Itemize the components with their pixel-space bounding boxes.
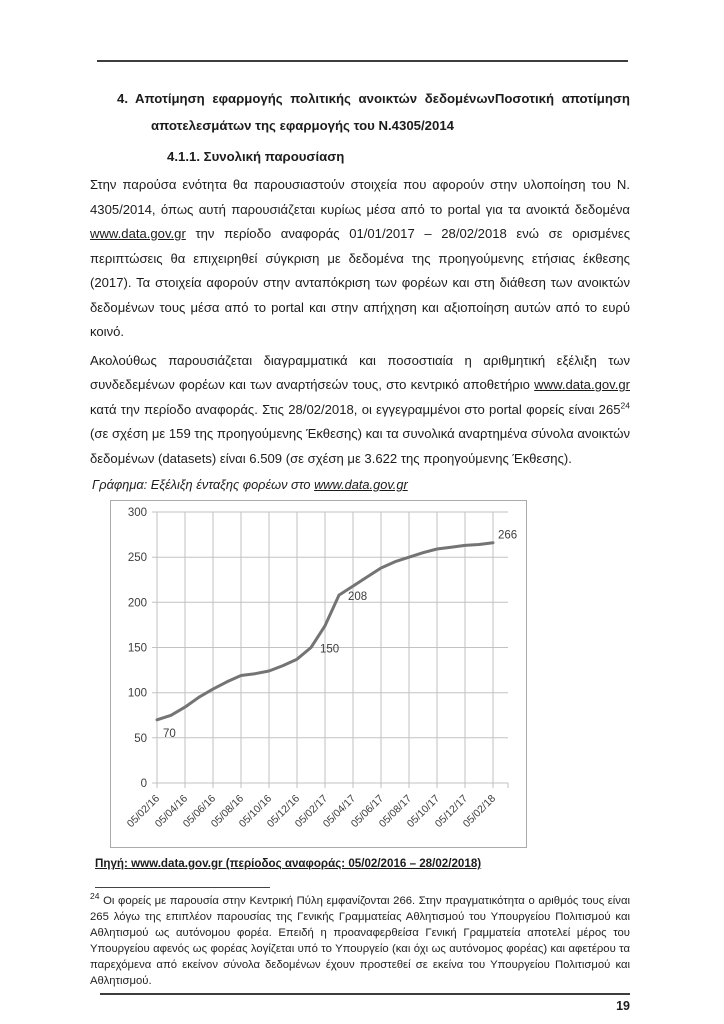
section-heading-line1 [117,85,630,112]
svg-text:200: 200 [127,597,147,610]
chart-caption [92,476,630,494]
section-heading-line2: αποτελεσμάτων της εφαρμογής του Ν.4305/2014 [151,118,455,133]
paragraph-1 [90,173,630,345]
page-number: 19 [616,999,630,1013]
svg-text:300: 300 [127,507,147,519]
paragraph-2-text-after: (σε σχέση με 159 της προηγούμενης Έκθεσης) και τα συνολικά αναρτημένα σύνολα ανοικτών δεδομένων (datasets) είναι 6.509 (σε σχέση με 3.622 της προηγούμενης Έκθεσης). [90,426,630,466]
entities-line-chart [110,500,527,848]
section-number: 4. [117,91,128,106]
line-chart-svg [111,501,526,847]
svg-text:05/04/17: 05/04/17 [320,792,359,831]
svg-text:05/02/18: 05/02/18 [460,792,499,831]
svg-text:05/08/17: 05/08/17 [376,792,415,831]
svg-text:250: 250 [127,552,147,565]
paragraph-1-text: Στην παρούσα ενότητα θα παρουσιαστούν στοιχεία που αφορούν στην υλοποίηση του Ν. 4305/2014, όπως αυτή παρουσιάζεται κυρίως μέσα από το portal για τα ανοικτά δεδομένα [90,177,630,217]
footnote-marker: 24 [90,891,100,902]
svg-text:05/06/16: 05/06/16 [180,792,219,831]
svg-text:150: 150 [320,643,340,656]
section-heading-text: Αποτίμηση εφαρμογής πολιτικής ανοικτών δεδομένωνΠοσοτική αποτίμηση [135,91,630,106]
svg-text:05/10/17: 05/10/17 [404,792,443,831]
paragraph-2 [90,349,630,472]
data-gov-link[interactable]: www.data.gov.gr [534,377,630,392]
svg-text:50: 50 [134,732,147,745]
source-note: Πηγή: www.data.gov.gr (περίοδος αναφοράς: 05/02/2016 – 28/02/2018) [95,857,482,870]
svg-text:05/04/16: 05/04/16 [152,792,191,831]
data-gov-link[interactable]: www.data.gov.gr [314,477,408,492]
svg-text:150: 150 [127,642,147,655]
paragraph-2-text-mid: κατά την περίοδο αναφοράς. Στις 28/02/2018, οι εγγεγραμμένοι στο portal φορείς είναι 265 [90,401,621,417]
svg-text:0: 0 [140,778,147,790]
footnote-separator [95,887,270,888]
svg-text:05/12/16: 05/12/16 [264,792,303,831]
svg-text:05/12/17: 05/12/17 [432,792,471,831]
footnote-text: Οι φορείς με παρουσία στην Κεντρική Πύλη εμφανίζονται 266. Στην πραγματικότητα ο αριθμός τους είναι 265 λόγω της επιπλέον παρουσίας της Γενικής Γραμματείας Αθλητισμού του Υπουργείου Πολιτισμού και Αθλητισμού ως αυτόνομου φορέα. Επειδή η προαναφερθείσα Γενική Γραμματεία αποτελεί μέρος του Υπουργείου αφενός ως φορέας λογίζεται υπό το Υπουργείο (και όχι ως αυτόνομος φορέας) και αφετέρου τα παρεχόμενα από εκείνον σύνολα δεδομένων έχουν προστεθεί σε εκείνα του Υπουργείου Πολιτισμού και Αθλητισμού. [90,895,630,987]
svg-text:05/02/17: 05/02/17 [292,792,331,831]
page-content [90,85,630,1013]
svg-text:05/06/17: 05/06/17 [348,792,387,831]
section-heading [90,85,630,139]
svg-text:100: 100 [127,687,147,700]
svg-text:266: 266 [498,529,518,542]
paragraph-2-text: Ακολούθως παρουσιάζεται διαγραμματικά και ποσοστιαία η αριθμητική εξέλιξη των συνδεδεμένων φορέων και των αναρτήσεών τους, στο κεντρικό αποθετήριο [90,352,630,392]
header-rule [97,60,628,62]
svg-text:05/08/16: 05/08/16 [208,792,247,831]
data-gov-link[interactable]: www.data.gov.gr [90,226,186,241]
chart-caption-text: Γράφημα: Εξέλιξη ένταξης φορέων στο [92,477,315,492]
paragraph-1-text-after: την περίοδο αναφοράς 01/01/2017 – 28/02/2018 ενώ σε ορισμένες περιπτώσεις θα επιχειρηθεί σύγκριση με δεδομένα της προηγούμενης ετήσιας έκθεσης (2017). Τα στοιχεία αφορούν στην ανταπόκριση των φορέων και στη διάθεση των ανοικτών δεδομένων τους μέσα από το portal και στην απήχηση και αξιοποίηση αυτών από το ευρύ κοινό. [90,226,630,339]
footnote-reference[interactable]: 24 [620,400,630,411]
footnote-24 [90,893,630,989]
svg-text:70: 70 [163,727,176,740]
svg-text:05/10/16: 05/10/16 [236,792,275,831]
subsection-heading: 4.1.1. Συνολική παρουσίαση [167,149,345,164]
svg-text:208: 208 [348,591,368,604]
svg-text:05/02/16: 05/02/16 [124,792,163,831]
footer-rule [100,993,630,995]
